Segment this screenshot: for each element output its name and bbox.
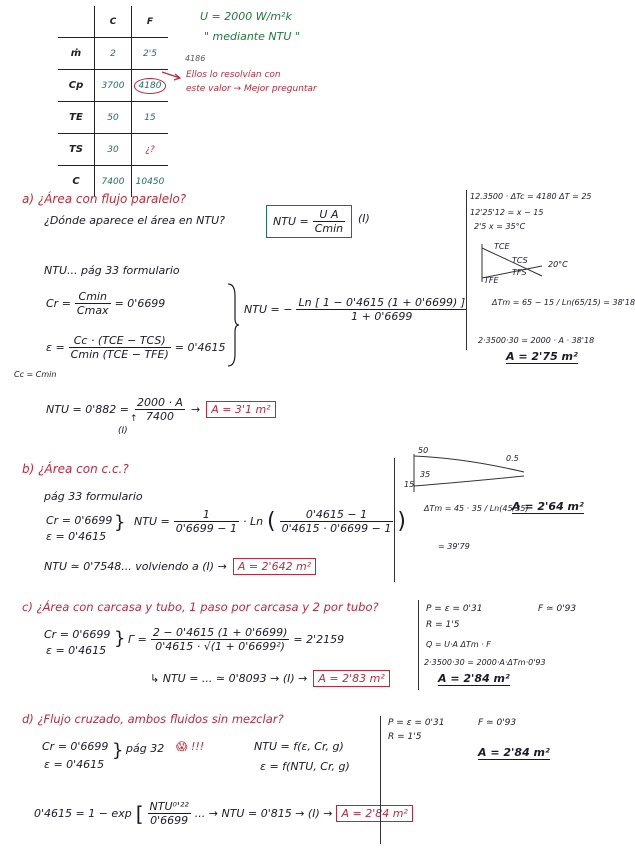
part-d-cr: Cr = 0'6699 bbox=[42, 740, 109, 753]
arrow-icon: → bbox=[190, 403, 201, 416]
part-c-result: ↳ NTU = ... ≃ 0'8093 → (I) → bbox=[150, 672, 308, 685]
cr-value: = 0'6699 bbox=[114, 297, 166, 310]
eps-fraction bbox=[69, 334, 171, 361]
side-c-f: F ≃ 0'93 bbox=[538, 604, 577, 614]
table-row bbox=[58, 38, 168, 70]
part-d-f2: ε = f(NTU, Cr, g) bbox=[260, 760, 350, 773]
part-b-result: NTU ≃ 0'7548... volviendo a (I) → bbox=[44, 560, 227, 573]
part-c-gamma-formula bbox=[128, 626, 344, 653]
part-b-eps: ε = 0'4615 bbox=[46, 530, 107, 543]
cell-c: 7400 bbox=[95, 166, 132, 198]
part-d-exp-lhs: 0'4615 = 1 − exp bbox=[34, 807, 132, 820]
side-a-line1: 12.3500 · ΔTc = 4180 ΔT = 25 bbox=[470, 192, 592, 201]
ntu-def-fraction bbox=[313, 208, 345, 235]
table-row bbox=[58, 102, 168, 134]
part-c-gamma-num: 2 − 0'4615 (1 + 0'6699) bbox=[152, 626, 288, 639]
side-divider bbox=[394, 458, 395, 582]
brace-icon: } bbox=[114, 512, 126, 533]
diag-tfe: TFE bbox=[484, 276, 499, 285]
epsilon-equation bbox=[46, 334, 225, 361]
side-b-t05: 0.5 bbox=[506, 454, 519, 463]
ntu-def-num: U A bbox=[313, 208, 345, 222]
side-divider bbox=[380, 716, 381, 844]
part-c-eps: ε = 0'4615 bbox=[46, 644, 107, 657]
eq-ref-i: (I) bbox=[358, 212, 370, 225]
part-b-frac1 bbox=[174, 508, 239, 535]
diag-tce: TCE bbox=[494, 242, 510, 251]
part-b-frac1-den: 0'6699 − 1 bbox=[175, 522, 237, 535]
table-header-empty bbox=[58, 6, 95, 38]
side-b-t50: 50 bbox=[418, 446, 429, 455]
ntu-formula-num: Ln [ 1 − 0'4615 (1 + 0'6699) ] bbox=[298, 296, 466, 309]
side-c-q: Q = U·A ΔTm · F bbox=[426, 640, 491, 649]
u-value: U = 2000 W/m²k bbox=[200, 10, 292, 23]
side-a-lmtd: ΔTm = 65 − 15 / Ln(65/15) = 38'18 bbox=[492, 298, 635, 307]
cell-f: 2'5 bbox=[132, 38, 169, 70]
side-d-f: F ≃ 0'93 bbox=[478, 718, 517, 728]
cr-lhs: Cr = bbox=[46, 297, 71, 310]
cell-c: 2 bbox=[95, 38, 132, 70]
side-c-answer: A = 2'84 m² bbox=[438, 672, 510, 685]
cr-fraction bbox=[75, 290, 111, 317]
cell-c: 30 bbox=[95, 134, 132, 166]
diag-20c: 20°C bbox=[548, 260, 568, 269]
open-bracket: [ bbox=[135, 801, 144, 826]
part-b-result-line bbox=[44, 558, 316, 575]
side-a-line3: 2'5 x = 35°C bbox=[474, 222, 526, 231]
table-header-f: F bbox=[132, 6, 169, 38]
ntu-formula-fraction bbox=[296, 296, 467, 323]
part-c-cr: Cr = 0'6699 bbox=[44, 628, 111, 641]
ntu-def-den: Cmin bbox=[314, 222, 344, 235]
side-b-t35: 35 bbox=[420, 470, 431, 479]
side-a-answer: A = 2'75 m² bbox=[506, 350, 578, 363]
part-b-ntu-lhs: NTU = bbox=[134, 515, 170, 528]
part-c-gamma-fraction bbox=[151, 626, 290, 653]
cr-den: Cmax bbox=[76, 304, 109, 317]
part-b-title: b) ¿Área con c.c.? bbox=[22, 462, 129, 476]
brace-icon bbox=[226, 282, 240, 368]
part-c-gamma-value: = 2'2159 bbox=[293, 633, 345, 646]
part-d-f1: NTU = f(ε, Cr, g) bbox=[254, 740, 344, 753]
side-d-answer: A = 2'84 m² bbox=[478, 746, 550, 759]
brace-icon: } bbox=[112, 740, 124, 761]
ntu-value-line bbox=[46, 396, 276, 423]
cp-alt-value: 4186 bbox=[185, 54, 206, 63]
diag-tfs: TFS bbox=[512, 268, 527, 277]
cell-c: 50 bbox=[95, 102, 132, 134]
ntu-area-fraction bbox=[135, 396, 185, 423]
table-row bbox=[58, 70, 168, 102]
part-b-frac2-den: 0'4615 · 0'6699 − 1 bbox=[281, 522, 392, 535]
side-b-answer: A = 2'64 m² bbox=[512, 500, 584, 513]
shock-face-icon: 😱 !!! bbox=[176, 740, 205, 753]
part-d-exp-den: 0'6699 bbox=[150, 814, 189, 827]
side-divider bbox=[466, 190, 467, 350]
up-arrow-icon: ↑ bbox=[130, 414, 138, 424]
part-d-title: d) ¿Flujo cruzado, ambos fluidos sin mezclar? bbox=[22, 712, 284, 726]
note-line-2: este valor → Mejor preguntar bbox=[186, 84, 317, 94]
ntu-area-den: 7400 bbox=[145, 410, 174, 423]
side-b-lmtd: ΔTm = 45 · 35 / Ln(45/35) bbox=[424, 504, 529, 513]
diag-tcs: TCS bbox=[512, 256, 528, 265]
side-b-t15: 15 bbox=[404, 480, 415, 489]
part-d-exp-line bbox=[34, 800, 413, 827]
eps-value: = 0'4615 bbox=[174, 341, 226, 354]
part-d-eps: ε = 0'4615 bbox=[44, 758, 105, 771]
part-d-exp-fraction bbox=[148, 800, 191, 827]
part-b-answer: A = 2'642 m² bbox=[233, 558, 316, 575]
cell-f: ¿? bbox=[132, 134, 169, 166]
side-d-p: P = ε = 0'31 bbox=[388, 718, 445, 728]
side-a-line2: 12'25'12 = x − 15 bbox=[470, 208, 544, 217]
part-c-gamma-lhs: Γ = bbox=[128, 633, 147, 646]
part-a-question: ¿Dónde aparece el área en NTU? bbox=[44, 214, 225, 227]
close-paren: ) bbox=[397, 509, 406, 534]
cell-f: 10450 bbox=[132, 166, 169, 198]
part-d-exp-rest: ... → NTU = 0'815 → (I) → bbox=[194, 807, 333, 820]
row-label: TS bbox=[58, 134, 95, 166]
side-c-p: P = ε = 0'31 bbox=[426, 604, 483, 614]
part-c-answer: A = 2'83 m² bbox=[313, 670, 389, 687]
circled-value: 4180 bbox=[134, 78, 167, 94]
open-paren: ( bbox=[267, 509, 276, 534]
side-d-r: R = 1'5 bbox=[388, 732, 422, 742]
table-header-c: C bbox=[95, 6, 132, 38]
row-label: C bbox=[58, 166, 95, 198]
ntu-def-lhs: NTU = bbox=[273, 215, 309, 228]
part-d-exp-num: NTU⁰'²² bbox=[149, 800, 189, 813]
eps-num: Cc · (TCE − TCS) bbox=[69, 334, 171, 348]
side-c-r: R = 1'5 bbox=[426, 620, 460, 630]
part-d-answer: A = 2'84 m² bbox=[336, 805, 412, 822]
data-table bbox=[58, 6, 168, 197]
part-b-frac2-num: 0'4615 − 1 bbox=[280, 508, 394, 522]
cr-num: Cmin bbox=[75, 290, 111, 304]
part-b-ln: · Ln bbox=[242, 515, 264, 528]
part-b-frac1-num: 1 bbox=[174, 508, 239, 522]
row-label: ṁ bbox=[58, 38, 95, 70]
part-b-ntu-formula bbox=[134, 508, 406, 535]
ref-i-label: (I) bbox=[118, 426, 128, 436]
part-a-formulario: NTU... pág 33 formulario bbox=[44, 264, 180, 277]
note-line-1: Ellos lo resolvían con bbox=[186, 70, 281, 80]
brace-icon: } bbox=[114, 628, 126, 649]
method-note: " mediante NTU " bbox=[204, 30, 300, 43]
part-b-cr: Cr = 0'6699 bbox=[46, 514, 113, 527]
cell-c: 3700 bbox=[95, 70, 132, 102]
arrow-icon bbox=[160, 64, 184, 84]
part-a-answer: A = 3'1 m² bbox=[206, 401, 275, 418]
part-b-frac2 bbox=[280, 508, 394, 535]
side-divider bbox=[418, 600, 419, 690]
ntu-value: NTU = 0'882 = bbox=[46, 403, 129, 416]
ntu-area-num: 2000 · A bbox=[136, 396, 183, 409]
part-c-result-line bbox=[150, 670, 390, 687]
ntu-parallel-formula bbox=[244, 296, 467, 323]
cr-equation bbox=[46, 290, 165, 317]
cell-f: 15 bbox=[132, 102, 169, 134]
side-c-area: 2·3500·30 = 2000·A·ΔTm·0'93 bbox=[424, 658, 546, 667]
part-d-page: pág 32 bbox=[126, 742, 165, 755]
cc-note: Cc = Cmin bbox=[14, 370, 57, 379]
ntu-formula-den: 1 + 0'6699 bbox=[351, 310, 413, 323]
row-label: Cp bbox=[58, 70, 95, 102]
eps-den: Cmin (TCE − TFE) bbox=[70, 348, 169, 361]
part-a-title: a) ¿Área con flujo paralelo? bbox=[22, 192, 187, 206]
table-row bbox=[58, 134, 168, 166]
part-b-formulario: pág 33 formulario bbox=[44, 490, 143, 503]
row-label: TE bbox=[58, 102, 95, 134]
eps-lhs: ε = bbox=[46, 341, 65, 354]
ntu-definition-box bbox=[266, 205, 352, 238]
side-b-lmtd-result: = 39'79 bbox=[438, 542, 470, 551]
side-a-area: 2·3500·30 = 2000 · A · 38'18 bbox=[478, 336, 595, 345]
part-c-title: c) ¿Área con carcasa y tubo, 1 paso por carcasa y 2 por tubo? bbox=[22, 600, 379, 614]
ntu-formula-lhs: NTU = − bbox=[244, 303, 293, 316]
part-c-gamma-den: 0'4615 · √(1 + 0'6699²) bbox=[155, 640, 285, 653]
